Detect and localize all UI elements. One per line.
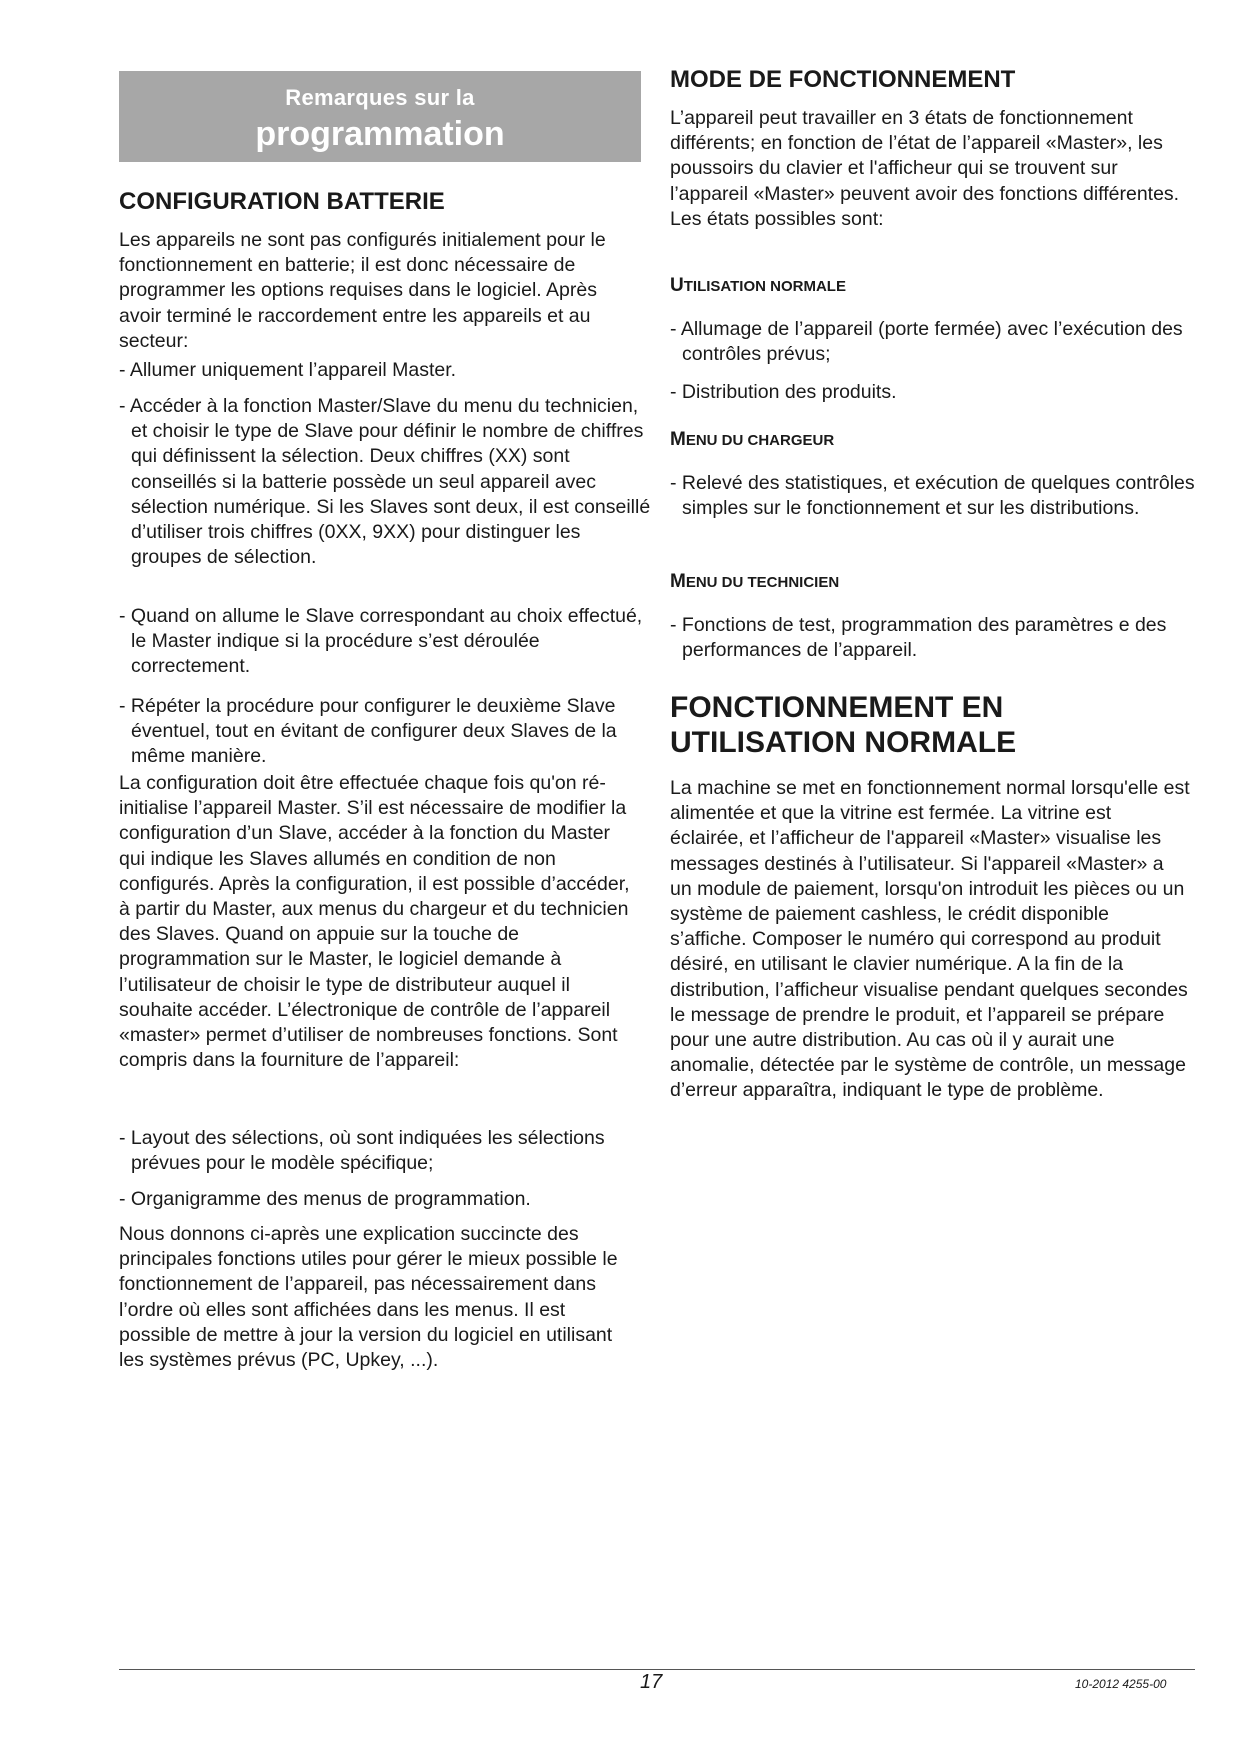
paragraph-fonctionnement: La machine se met en fonctionnement normal lorsqu'elle est alimentée et que la vitrine est fermée. La vitrine est éclairée, et l’afficheur de l'appareil «Master» visualise les messages destinés à l’utilisateur. Si l'appareil «Master» a un module de paiement, lorsqu'on introduit les pièces ou un système de paiement cashless, le crédit disponible s’affiche. Composer le numéro qui correspond au produit désiré, en utilisant le clavier numérique. A la fin de la distribution, l’afficheur visualise pendant quelques secondes le message de prendre le produit, et l’appareil se prépare pour une autre distribution. Au cas où il y aurait une anomalie, détectée par le système de contrôle, un message d’erreur apparaîtra, indiquant le type de problème. (670, 777, 1190, 1102)
banner-subtitle: Remarques sur la (285, 85, 475, 110)
subheading-menu-chargeur: MENU DU CHARGEUR (670, 429, 835, 450)
footer-divider (119, 1669, 1195, 1670)
heading-mode-fonctionnement: MODE DE FONCTIONNEMENT (670, 66, 1016, 93)
document-reference: 10-2012 4255-00 (1075, 1677, 1167, 1691)
list-item-quand: - Quand on allume le Slave correspondant au choix effectué, le Master indique si la procédure s’est déroulée correctement. (119, 605, 643, 678)
list-item-repeter: - Répéter la procédure pour configurer le deuxième Slave éventuel, tout en évitant de configurer deux Slaves de la même manière. (119, 695, 617, 768)
list-item-allumer: - Allumer uniquement l’appareil Master. (119, 359, 457, 381)
list-item-distribution: - Distribution des produits. (670, 381, 897, 403)
paragraph-explication: Nous donnons ci-après une explication succincte des principales fonctions utiles pour gérer le mieux possible le fonctionnement de l’appareil, pas nécessairement dans l’ordre où elles sont affichées dans les menus. Il est possible de mettre à jour la version du logiciel en utilisant les systèmes prévus (PC, Upkey, ...). (119, 1223, 618, 1372)
heading-configuration-batterie: CONFIGURATION BATTERIE (119, 188, 445, 215)
list-item-allumage: - Allumage de l’appareil (porte fermée) avec l’exécution des contrôles prévus; (670, 318, 1183, 366)
subheading-menu-technicien: MENU DU TECHNICIEN (670, 571, 840, 592)
list-item-fonctions-test: - Fonctions de test, programmation des paramètres e des performances de l’appareil. (670, 614, 1167, 662)
heading-fonctionnement-utilisation: FONCTIONNEMENT EN UTILISATION NORMALE (670, 691, 1017, 759)
list-item-layout: - Layout des sélections, où sont indiquées les sélections prévues pour le modèle spécifique; (119, 1127, 605, 1175)
list-item-releve: - Relevé des statistiques, et exécution de quelques contrôles simples sur le fonctionnement et sur les distributions. (670, 472, 1195, 520)
section-banner (119, 71, 641, 162)
paragraph-mode: L’appareil peut travailler en 3 états de fonctionnement différents; en fonction de l’état de l’appareil «Master», les poussoirs du clavier et l'afficheur qui se trouvent sur l’appareil «Master» peuvent avoir des fonctions différentes. Les états possibles sont: (670, 107, 1180, 230)
banner-title: programmation (255, 115, 505, 153)
list-item-organigramme: - Organigramme des menus de programmation. (119, 1188, 531, 1210)
list-item-acceder: - Accéder à la fonction Master/Slave du menu du technicien, et choisir le type de Slave pour définir le nombre de chiffres qui définissent la sélection. Deux chiffres (XX) sont conseillés si la batterie possède un seul appareil avec sélection numérique. Si les Slaves sont deux, il est conseillé d’utiliser trois chiffres (0XX, 9XX) pour distinguer les groupes de sélection. (119, 395, 651, 569)
paragraph-configuration: La configuration doit être effectuée chaque fois qu'on ré-initialise l’appareil Master. S’il est nécessaire de modifier la configuration d’un Slave, accéder à la fonction du Master qui indique les Slaves allumés en condition de non configurés. Après la configuration, il est possible d’accéder, à partir du Master, aux menus du chargeur et du technicien des Slaves. Quand on appuie sur la touche de programmation sur le Master, le logiciel demande à l’utilisateur de choisir le type de distributeur auquel il souhaite accéder. L’électronique de contrôle de l’appareil «master» permet d’utiliser de nombreuses fonctions. Sont compris dans la fourniture de l’appareil: (119, 772, 630, 1072)
subheading-utilisation-normale: UTILISATION NORMALE (670, 275, 846, 296)
paragraph-intro: Les appareils ne sont pas configurés initialement pour le fonctionnement en batterie; il est donc nécessaire de programmer les options requises dans le logiciel. Après avoir terminé le raccordement entre les appareils et au secteur: (119, 229, 606, 352)
page-number: 17 (640, 1671, 663, 1693)
